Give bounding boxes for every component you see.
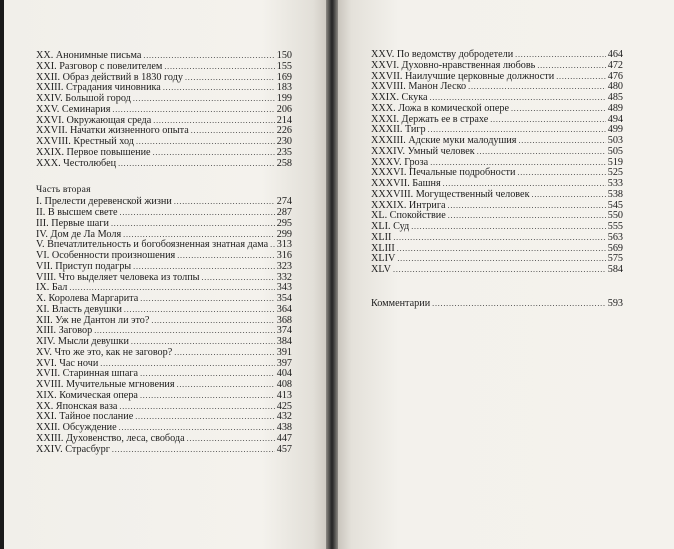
toc-entry-page: 550 [607, 210, 623, 222]
toc-entry [36, 391, 292, 402]
toc-entry-title: XXV. Семинария [36, 103, 111, 115]
toc-entry-page: 505 [607, 145, 623, 157]
dot-leader [393, 265, 606, 276]
toc-entry-title: XXI. Тайное послание [36, 411, 134, 423]
toc-entry-title: I. Прелести деревенской жизни [36, 196, 172, 208]
toc-entry-title: XVIII. Мучительные мгновения [36, 379, 175, 390]
toc-entry-page: 299 [276, 228, 292, 240]
toc-entry [36, 105, 292, 116]
toc-entry [36, 262, 292, 273]
toc-entry-title: XXXVI. Печальные подробности [371, 167, 516, 179]
dot-leader [411, 222, 605, 233]
toc-entry-title: XLV [371, 264, 392, 275]
toc-entry-title: XVII. Старинная шпага [36, 368, 139, 380]
toc-entry-page: 397 [276, 357, 292, 369]
toc-entry-title: XVI. Час ночи [36, 357, 99, 369]
toc-entry-title: XXXVII. Башня [371, 178, 441, 189]
dot-leader [177, 380, 275, 391]
toc-entry-page: 323 [276, 260, 292, 272]
toc-entry-title: XXIX. Первое повышение [36, 146, 151, 158]
dot-leader [163, 83, 275, 94]
toc-entry-page: 464 [607, 49, 623, 60]
dot-leader [537, 61, 605, 72]
toc-entry-page: 538 [607, 188, 623, 200]
toc-entry-page: 457 [276, 443, 292, 455]
toc-entry-page: 150 [276, 50, 292, 61]
toc-entry-page: 425 [276, 400, 292, 412]
toc-entry-page: 563 [607, 231, 623, 243]
toc-entry-page: 499 [607, 124, 623, 136]
toc-entry [36, 148, 292, 159]
toc-entry-page: 555 [607, 221, 623, 232]
toc-entry-title: II. В высшем свете [36, 207, 118, 218]
dot-leader [140, 391, 275, 402]
toc-entry-title: XXXII. Тигр [371, 124, 426, 136]
dot-leader [556, 72, 606, 83]
toc-entry-page: 316 [276, 250, 292, 261]
dot-leader [118, 159, 275, 170]
toc-entry [36, 62, 292, 73]
toc-entry [371, 104, 623, 115]
toc-entry-title: XI. Власть девушки [36, 303, 122, 315]
toc-entry-page: 391 [276, 346, 292, 358]
dot-leader [120, 208, 275, 219]
toc-entry-page: 408 [276, 379, 292, 390]
toc-entry-title: XXXIII. Адские муки малодушия [371, 135, 517, 146]
toc-entry-title: VII. Приступ подагры [36, 260, 132, 272]
toc-entry-title: XV. Что же это, как не заговор? [36, 346, 173, 358]
toc-entry-page: 313 [276, 239, 292, 251]
dot-leader [532, 190, 606, 201]
toc-entry-title: XIV. Мысли девушки [36, 336, 129, 347]
toc-entry-title: XII. Уж не Дантон ли это? [36, 314, 150, 326]
toc-entry-page: 374 [276, 325, 292, 337]
left-toc-list [36, 51, 292, 455]
toc-entry-title: XXVI. Духовно-нравственная любовь [371, 59, 536, 71]
toc-entry-title: VI. Особенности произношения [36, 250, 176, 261]
toc-entry-page: 476 [607, 70, 623, 82]
book-gutter [326, 0, 338, 549]
toc-entry [371, 222, 623, 233]
dot-leader [174, 197, 275, 208]
toc-entry-page: 575 [607, 253, 623, 265]
toc-entry-title: III. Первые шаги [36, 217, 109, 229]
toc-entry-title: XIII. Заговор [36, 325, 93, 337]
toc-entry-page: 206 [276, 103, 292, 115]
dot-leader [135, 412, 274, 423]
right-toc-list [371, 50, 623, 310]
toc-entry-title: V. Впечатлительность и богобоязненная знатная дама [36, 239, 269, 251]
dot-leader [153, 148, 275, 159]
commentary-entry [371, 299, 623, 310]
toc-entry [36, 445, 292, 456]
dot-leader [517, 168, 605, 179]
toc-entry-page: 183 [276, 82, 292, 94]
toc-entry-page: 447 [276, 432, 292, 444]
dot-leader [448, 201, 606, 212]
toc-entry-page: 593 [607, 297, 623, 309]
right-page [338, 0, 674, 549]
dot-leader [164, 62, 274, 73]
toc-entry [36, 305, 292, 316]
toc-entry-page: 295 [276, 217, 292, 229]
dot-leader [432, 299, 606, 310]
dot-leader [397, 254, 605, 265]
toc-entry-page: 432 [276, 411, 292, 423]
toc-entry-page: 274 [276, 196, 292, 208]
toc-entry [36, 159, 292, 170]
toc-entry-title: XXI. Разговор с повелителем [36, 60, 163, 72]
toc-entry-title: XXIV. Большой город [36, 93, 131, 104]
toc-entry-page: 384 [276, 336, 292, 347]
toc-entry-page: 519 [607, 156, 623, 168]
toc-entry-title: XXXVIII. Могущественный человек [371, 188, 530, 200]
toc-entry-title: XXX. Ложа в комической опере [371, 102, 509, 114]
toc-entry-title: XXXI. Держать ее в страхе [371, 113, 489, 125]
toc-entry-title: IX. Бал [36, 282, 68, 294]
toc-entry-page: 214 [276, 114, 292, 126]
dot-leader [140, 294, 274, 305]
toc-entry-page: 404 [276, 368, 292, 380]
toc-entry-title: XXVII. Наилучшие церковные должности [371, 70, 555, 82]
toc-entry-page: 503 [607, 135, 623, 146]
toc-entry [371, 244, 623, 255]
dot-leader [490, 115, 606, 126]
toc-entry-title: XX. Японская ваза [36, 400, 118, 412]
dot-leader [133, 94, 275, 105]
toc-entry-page: 155 [276, 60, 292, 72]
toc-entry-page: 230 [276, 136, 292, 147]
toc-entry-title: XXVI. Окружающая среда [36, 114, 152, 126]
part-two-heading: Часть вторая [36, 184, 91, 196]
section-gap [36, 169, 292, 183]
dot-leader [468, 82, 606, 93]
toc-entry-title: XXIX. Скука [371, 92, 428, 103]
toc-entry-page: 343 [276, 282, 292, 294]
dot-leader [397, 244, 606, 255]
toc-entry-page: 368 [276, 314, 292, 326]
toc-entry-title: XXVIII. Манон Леско [371, 81, 467, 93]
toc-entry-page: 525 [607, 167, 623, 179]
dot-leader [185, 73, 275, 84]
toc-entry [371, 254, 623, 265]
toc-entry-title: Комментарии [371, 297, 431, 309]
toc-entry-title: XXVIII. Крестный ход [36, 136, 134, 147]
toc-entry-page: 584 [607, 264, 623, 275]
toc-entry-page: 489 [607, 102, 623, 114]
section-gap [371, 276, 623, 299]
dot-leader [448, 211, 606, 222]
toc-entry-title: XLIII [371, 242, 395, 254]
toc-entry-title: XXVII. Начатки жизненного опыта [36, 125, 189, 137]
dot-leader [191, 126, 275, 137]
dot-leader [187, 434, 275, 445]
toc-entry-title: XXIII. Духовенство, леса, свобода [36, 432, 185, 444]
toc-entry [371, 190, 623, 201]
toc-entry [371, 233, 623, 244]
toc-entry-title: XXXIX. Интрига [371, 199, 446, 211]
toc-entry-page: 226 [276, 125, 292, 137]
toc-entry-title: XXII. Образ действий в 1830 году [36, 71, 183, 83]
dot-leader [124, 305, 275, 316]
toc-entry-page: 287 [276, 207, 292, 218]
toc-entry-page: 199 [276, 93, 292, 104]
dot-leader [477, 147, 606, 158]
toc-entry-page: 533 [607, 178, 623, 189]
toc-entry-page: 258 [276, 157, 292, 169]
toc-entry-page: 332 [276, 271, 292, 283]
toc-entry-page: 235 [276, 146, 292, 158]
toc-entry-title: XXIV. Страсбург [36, 443, 110, 455]
dot-leader [136, 137, 275, 148]
toc-entry-page: 485 [607, 92, 623, 103]
toc-entry-page: 569 [607, 242, 623, 254]
toc-entry-title: IV. Дом де Ла Моля [36, 228, 122, 240]
toc-entry-page: 169 [276, 71, 292, 83]
toc-entry [36, 348, 292, 359]
dot-leader [202, 273, 275, 284]
toc-entry-title: XLII [371, 231, 392, 243]
toc-entry-title: XX. Анонимные письма [36, 50, 142, 61]
toc-entry-page: 472 [607, 59, 623, 71]
dot-leader [270, 240, 275, 251]
toc-entry-title: X. Королева Маргарита [36, 293, 139, 304]
toc-entry-page: 480 [607, 81, 623, 93]
dot-leader [111, 219, 275, 230]
dot-leader [174, 348, 274, 359]
dot-leader [519, 136, 606, 147]
toc-entry-page: 364 [276, 303, 292, 315]
toc-entry-title: XXXV. Гроза [371, 156, 429, 168]
dot-leader [112, 445, 275, 456]
left-page [4, 0, 326, 549]
toc-entry-title: XLI. Суд [371, 221, 410, 232]
dot-leader [151, 316, 274, 327]
toc-entry [36, 273, 292, 284]
toc-entry-title: XL. Спокойствие [371, 210, 446, 222]
toc-entry-title: XXXIV. Умный человек [371, 145, 475, 157]
toc-entry-title: XXX. Честолюбец [36, 157, 117, 169]
toc-entry-title: XXII. Обсуждение [36, 422, 117, 433]
toc-entry-title: XXIII. Страдания чиновника [36, 82, 161, 94]
toc-entry-page: 354 [276, 293, 292, 304]
dot-leader [112, 105, 274, 116]
dot-leader [177, 251, 274, 262]
dot-leader [511, 104, 606, 115]
toc-entry-title: XLIV [371, 253, 396, 265]
toc-entry-page: 413 [276, 389, 292, 401]
toc-entry-title: XIX. Комическая опера [36, 389, 138, 401]
dot-leader [119, 402, 274, 413]
toc-entry-title: XXV. По ведомству добродетели [371, 49, 514, 60]
dot-leader [133, 262, 275, 273]
toc-entry-title: VIII. Что выделяет человека из толпы [36, 271, 200, 283]
toc-entry [371, 265, 623, 276]
dot-leader [143, 51, 274, 62]
toc-entry [36, 434, 292, 445]
toc-entry-page: 494 [607, 113, 623, 125]
dot-leader [393, 233, 605, 244]
toc-entry [36, 219, 292, 230]
toc-entry-page: 438 [276, 422, 292, 433]
toc-entry [371, 147, 623, 158]
toc-entry-page: 545 [607, 199, 623, 211]
toc-entry [371, 61, 623, 72]
